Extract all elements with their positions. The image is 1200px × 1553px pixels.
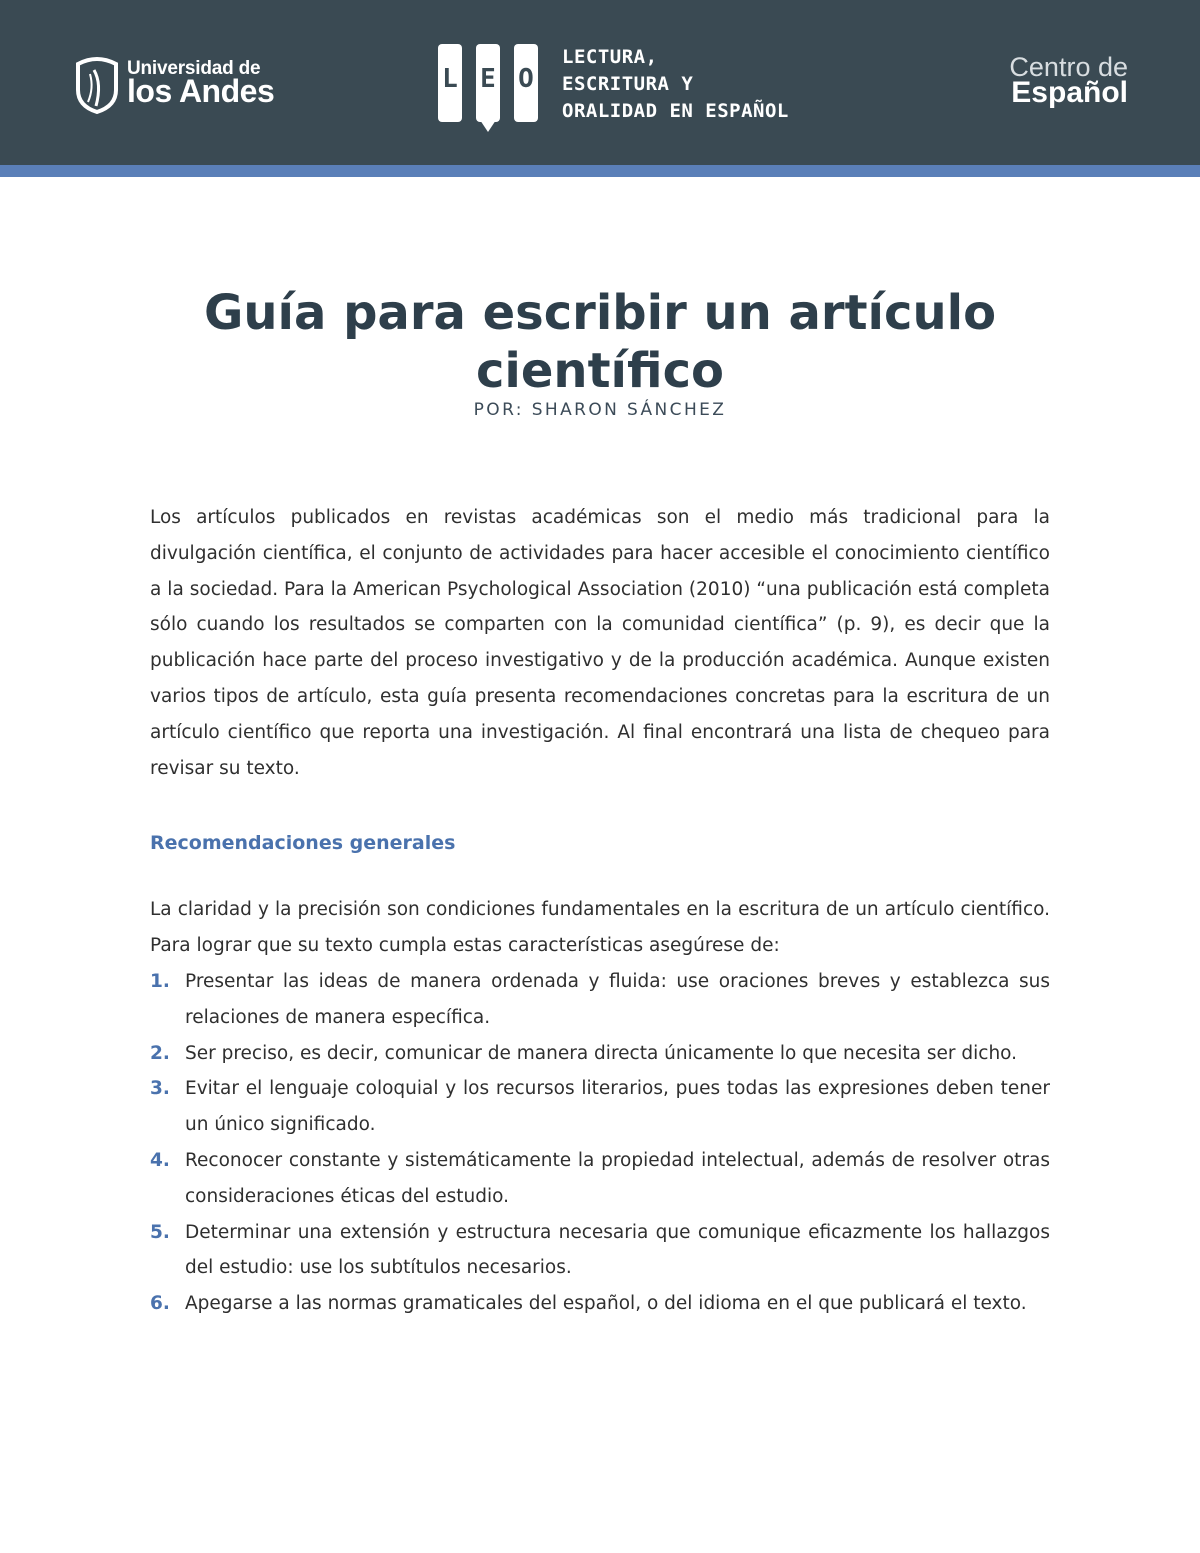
intro-paragraph: Los artículos publicados en revistas académicas son el medio más tradicional para la divulgación científica, el conjunto de actividades para hacer accesible el conocimiento científico a la sociedad. Para la American Psychological Association (2010) “una publicación está completa sólo cuando los resultados se comparten con la comunidad científica” (p. 9), es decir que la publicación hace parte del proceso investigativo y de la producción académica. Aunque existen varios tipos de artículo, esta guía presenta recomendaciones concretas para la escritura de un artículo científico que reporta una investigación. Al final encontrará una lista de chequeo para revisar su texto.	[150, 507, 1050, 779]
recommendations-list	[150, 964, 1050, 1322]
list-number: 5.	[150, 1221, 170, 1243]
leo-letter: L	[442, 64, 458, 94]
leo-tagline-line2: ESCRITURA Y	[562, 73, 694, 95]
leo-tagline-line3: ORALIDAD EN ESPAÑOL	[562, 100, 789, 122]
list-number: 1.	[150, 970, 170, 992]
pen-tip-icon	[480, 120, 496, 132]
leo-letter: E	[480, 64, 496, 94]
leo-tile-l	[438, 44, 462, 122]
title-line1: Guía para escribir un artículo	[203, 285, 997, 341]
list-item	[150, 964, 1050, 1036]
document-author: POR: SHARON SÁNCHEZ	[473, 400, 727, 420]
university-name-line1: Universidad de	[127, 58, 261, 79]
list-text: Presentar las ideas de manera ordenada y fluida: use oraciones breves y establezca sus relaciones de manera específica.	[185, 970, 1050, 1028]
centro-de-espanol-line2: Español	[1011, 76, 1128, 109]
header-accent-stripe	[0, 165, 1200, 177]
list-text: Reconocer constante y sistemáticamente la propiedad intelectual, además de resolver otras consideraciones éticas del estudio.	[185, 1149, 1050, 1207]
list-item	[150, 1286, 1050, 1322]
title-line2: científico	[475, 343, 725, 399]
leo-letter: O	[518, 64, 534, 94]
uniandes-emblem-icon	[72, 56, 122, 114]
list-text: Apegarse a las normas gramaticales del español, o del idioma en el que publicará el texto.	[185, 1293, 1027, 1315]
list-item	[150, 1036, 1050, 1072]
section-intro-paragraph: La claridad y la precisión son condiciones fundamentales en la escritura de un artículo científico. Para lograr que su texto cumpla estas características asegúrese de:	[150, 899, 1050, 957]
list-text: Determinar una extensión y estructura necesaria que comunique eficazmente los hallazgos del estudio: use los subtítulos necesarios.	[185, 1221, 1050, 1279]
list-item	[150, 1215, 1050, 1287]
leo-tile-o	[514, 44, 538, 122]
document-body	[150, 500, 1050, 1322]
list-number: 4.	[150, 1149, 170, 1171]
list-number: 2.	[150, 1042, 170, 1064]
section-heading: Recomendaciones generales	[150, 832, 456, 855]
document-title	[100, 284, 1100, 400]
list-text: Evitar el lenguaje coloquial y los recursos literarios, pues todas las expresiones deben tener un único significado.	[185, 1078, 1050, 1136]
leo-tagline-line1: LECTURA,	[562, 46, 658, 68]
list-item	[150, 1071, 1050, 1143]
centro-de-espanol-line1: Centro de	[1009, 52, 1128, 82]
list-item	[150, 1143, 1050, 1215]
university-name-line2: los Andes	[127, 73, 275, 109]
list-text: Ser preciso, es decir, comunicar de manera directa únicamente lo que necesita ser dicho.	[185, 1042, 1018, 1064]
list-number: 3.	[150, 1078, 170, 1100]
list-number: 6.	[150, 1293, 170, 1315]
leo-tile-e	[476, 44, 500, 122]
header-band	[0, 0, 1200, 165]
